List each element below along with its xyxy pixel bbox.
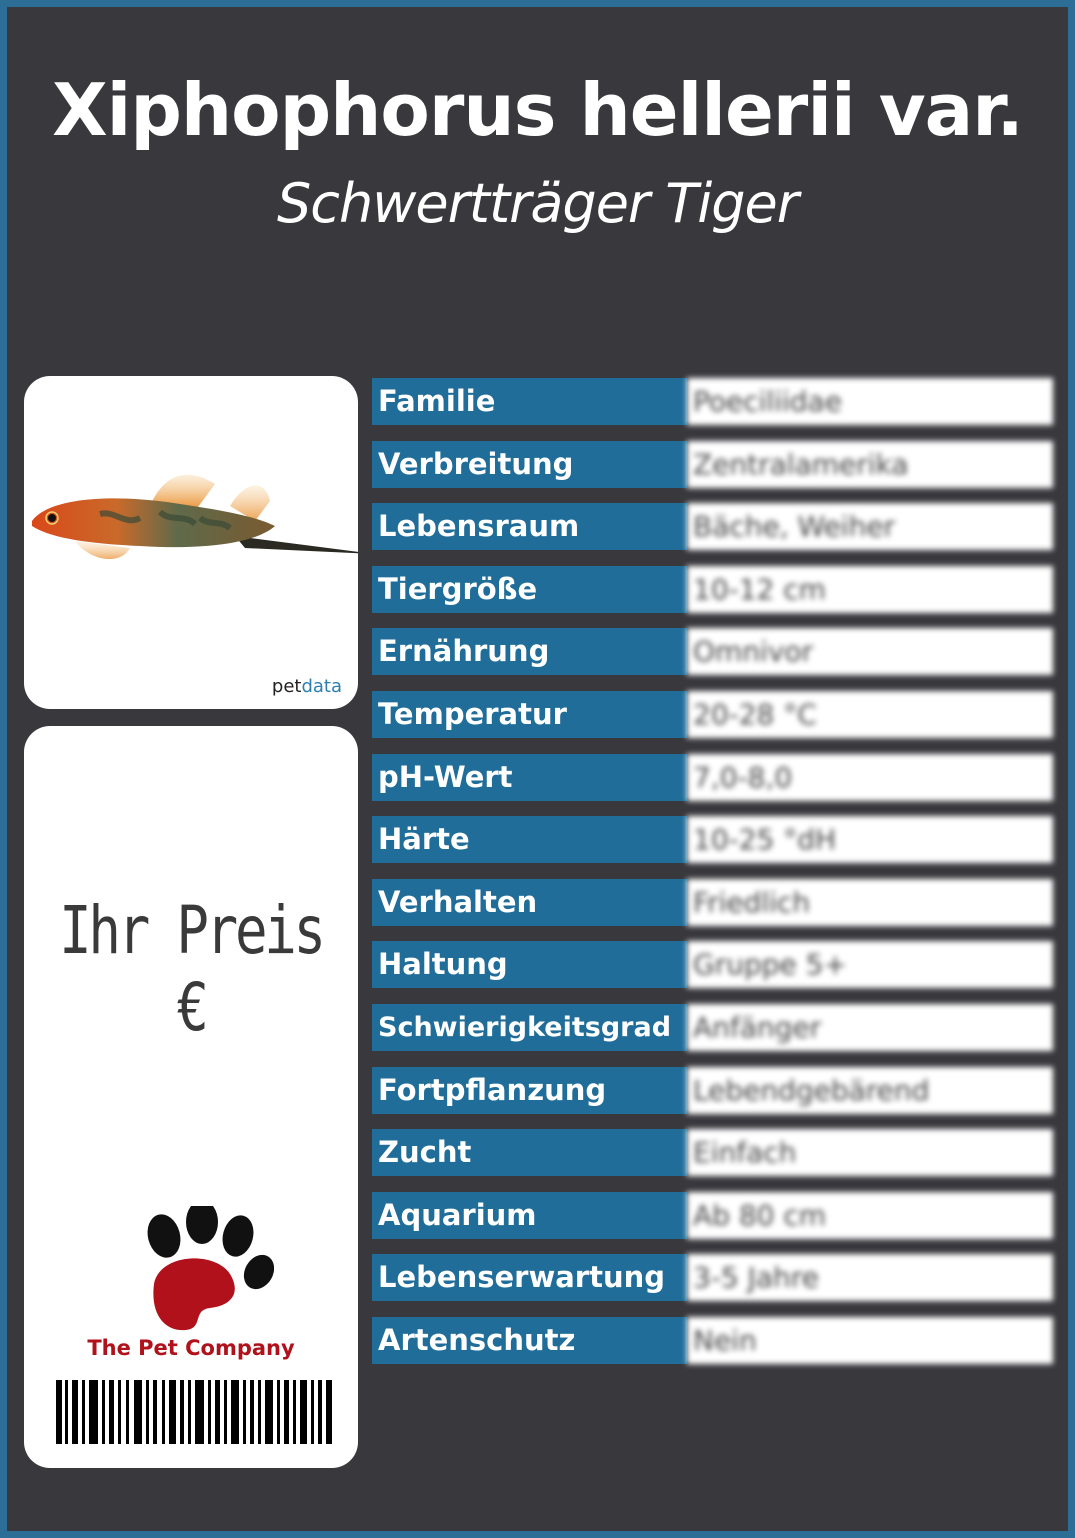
fish-image [30,466,358,586]
fact-row [372,816,1053,863]
fact-value: Friedlich [687,879,1053,926]
species-title: Xiphophorus hellerii var. [52,68,1023,152]
fact-row [372,503,1053,550]
fact-row [372,754,1053,801]
price-label: Ihr Preis € [59,892,323,1046]
fact-row [372,1317,1053,1364]
company-name: The Pet Company [87,1336,295,1360]
fact-value: 20-28 °C [687,691,1053,738]
fact-row [372,1129,1053,1176]
fact-row [372,441,1053,488]
fact-value: Gruppe 5+ [687,941,1053,988]
fact-value: Bäche, Weiher [687,503,1053,550]
fact-label: Zucht [372,1129,687,1176]
species-common-name: Schwertträger Tiger [277,172,798,235]
fact-label: Haltung [372,941,687,988]
fact-label: Lebensraum [372,503,687,550]
fact-label: Schwierigkeitsgrad [372,1004,687,1051]
fact-label: Familie [372,378,687,425]
fact-value: Lebendgebärend [687,1067,1053,1114]
fact-value: Nein [687,1317,1053,1364]
fact-label: Tiergröße [372,566,687,613]
fact-row [372,1004,1053,1051]
fact-label: Verbreitung [372,441,687,488]
fact-label: pH-Wert [372,754,687,801]
fact-value: 7,0-8,0 [687,754,1053,801]
fact-label: Fortpflanzung [372,1067,687,1114]
fact-value: 10-25 °dH [687,816,1053,863]
fact-label: Artenschutz [372,1317,687,1364]
fact-value: Anfänger [687,1004,1053,1051]
fact-row [372,1192,1053,1239]
paw-logo-icon [134,1206,274,1336]
fact-row [372,879,1053,926]
price-panel [24,726,358,1468]
fact-value: Einfach [687,1129,1053,1176]
barcode [56,1380,332,1444]
fact-row [372,1067,1053,1114]
fact-label: Härte [372,816,687,863]
fact-value: 10-12 cm [687,566,1053,613]
fact-value: 3-5 Jahre [687,1254,1053,1301]
fact-value: Omnivor [687,628,1053,675]
fact-value: Ab 80 cm [687,1192,1053,1239]
fact-value: Zentralamerika [687,441,1053,488]
fact-label: Verhalten [372,879,687,926]
fact-row [372,566,1053,613]
photo-panel [24,376,358,709]
fact-label: Temperatur [372,691,687,738]
fact-row [372,691,1053,738]
fact-row [372,1254,1053,1301]
fact-label: Ernährung [372,628,687,675]
fact-row [372,628,1053,675]
fact-label: Aquarium [372,1192,687,1239]
fact-label: Lebenserwartung [372,1254,687,1301]
fact-row [372,941,1053,988]
petdata-logo: petdata [271,676,342,697]
fact-row [372,378,1053,425]
fact-value: Poeciliidae [687,378,1053,425]
